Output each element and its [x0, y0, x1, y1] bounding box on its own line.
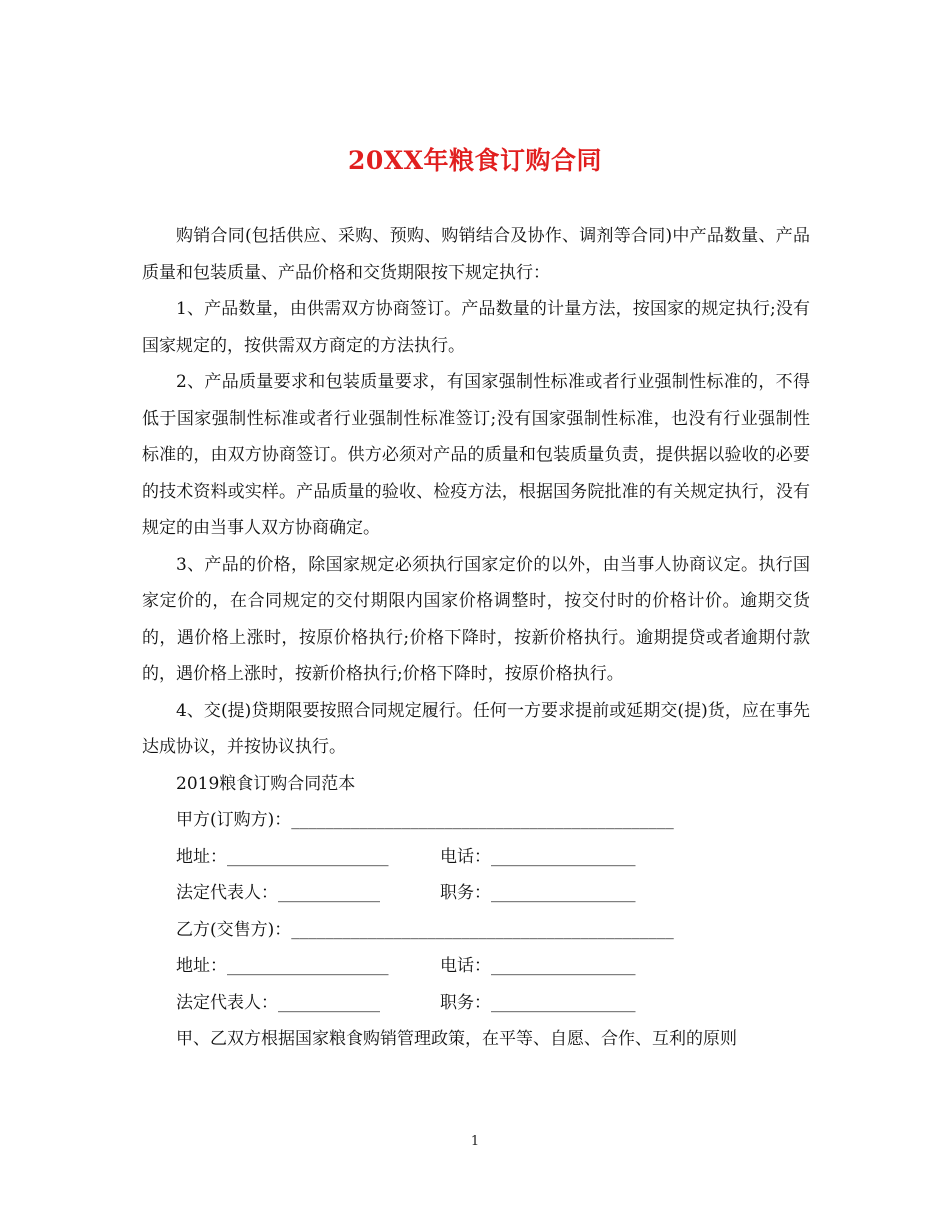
party-b-rep-row	[142, 985, 810, 1022]
paragraph-intro: 购销合同(包括供应、采购、预购、购销结合及协作、调剂等合同)中产品数量、产品质量和包装质量、产品价格和交货期限按下规定执行：	[142, 226, 810, 283]
paragraph-clause-3: 3、产品的价格，除国家规定必须执行国家定价的以外，由当事人协商议定。执行国家定价的，在合同规定的交付期限内国家价格调整时，按交付时的价格计价。逾期交货的，遇价格上涨时，按原价格执行;价格下降时，按新价格执行。逾期提贷或者逾期付款的，遇价格上涨时，按新价格执行;价格下降时，按原价格执行。	[142, 554, 810, 684]
party-a-phone-field: 电话：_________________	[440, 846, 636, 867]
party-a-address-field: 地址：___________________	[176, 846, 389, 867]
party-a-field: 甲方(订购方)：_____________________________________________	[176, 810, 674, 830]
template-title: 2019粮食订购合同范本	[176, 773, 356, 794]
party-b-title-field: 职务：_________________	[440, 992, 636, 1013]
paragraph-clause-1: 1、产品数量，由供需双方协商签订。产品数量的计量方法，按国家的规定执行;没有国家规定的，按供需双方商定的方法执行。	[142, 299, 810, 356]
party-a-rep-field: 法定代表人：____________	[176, 883, 380, 903]
party-a-rep-row	[142, 875, 810, 912]
party-b-rep-field: 法定代表人：____________	[176, 992, 380, 1013]
party-b-phone-field: 电话：_________________	[440, 956, 636, 976]
party-b-field: 乙方(交售方)：_____________________________________________	[176, 919, 674, 940]
closing-sentence: 甲、乙双方根据国家粮食购销管理政策，在平等、自愿、合作、互利的原则	[176, 1029, 737, 1049]
document-title: 20XX年粮食订购合同	[347, 146, 603, 175]
party-b-address-field: 地址：___________________	[176, 956, 389, 976]
party-a-title-field: 职务：_________________	[440, 883, 636, 903]
paragraph-clause-2: 2、产品质量要求和包装质量要求，有国家强制性标准或者行业强制性标准的，不得低于国家强制性标准或者行业强制性标准签订;没有国家强制性标准，也没有行业强制性标准的，由双方协商签订。供方必须对产品的质量和包装质量负责，提供据以验收的必要的技术资料或实样。产品质量的验收、检疫方法，根据国务院批准的有关规定执行，没有规定的由当事人双方协商确定。	[142, 372, 810, 538]
party-a-contact-row	[142, 839, 810, 876]
page-number: 1	[470, 1134, 480, 1149]
paragraph-clause-4: 4、交(提)贷期限要按照合同规定履行。任何一方要求提前或延期交(提)货，应在事先达成协议，并按协议执行。	[142, 700, 810, 757]
document-body	[142, 218, 810, 1058]
party-b-contact-row	[142, 948, 810, 985]
